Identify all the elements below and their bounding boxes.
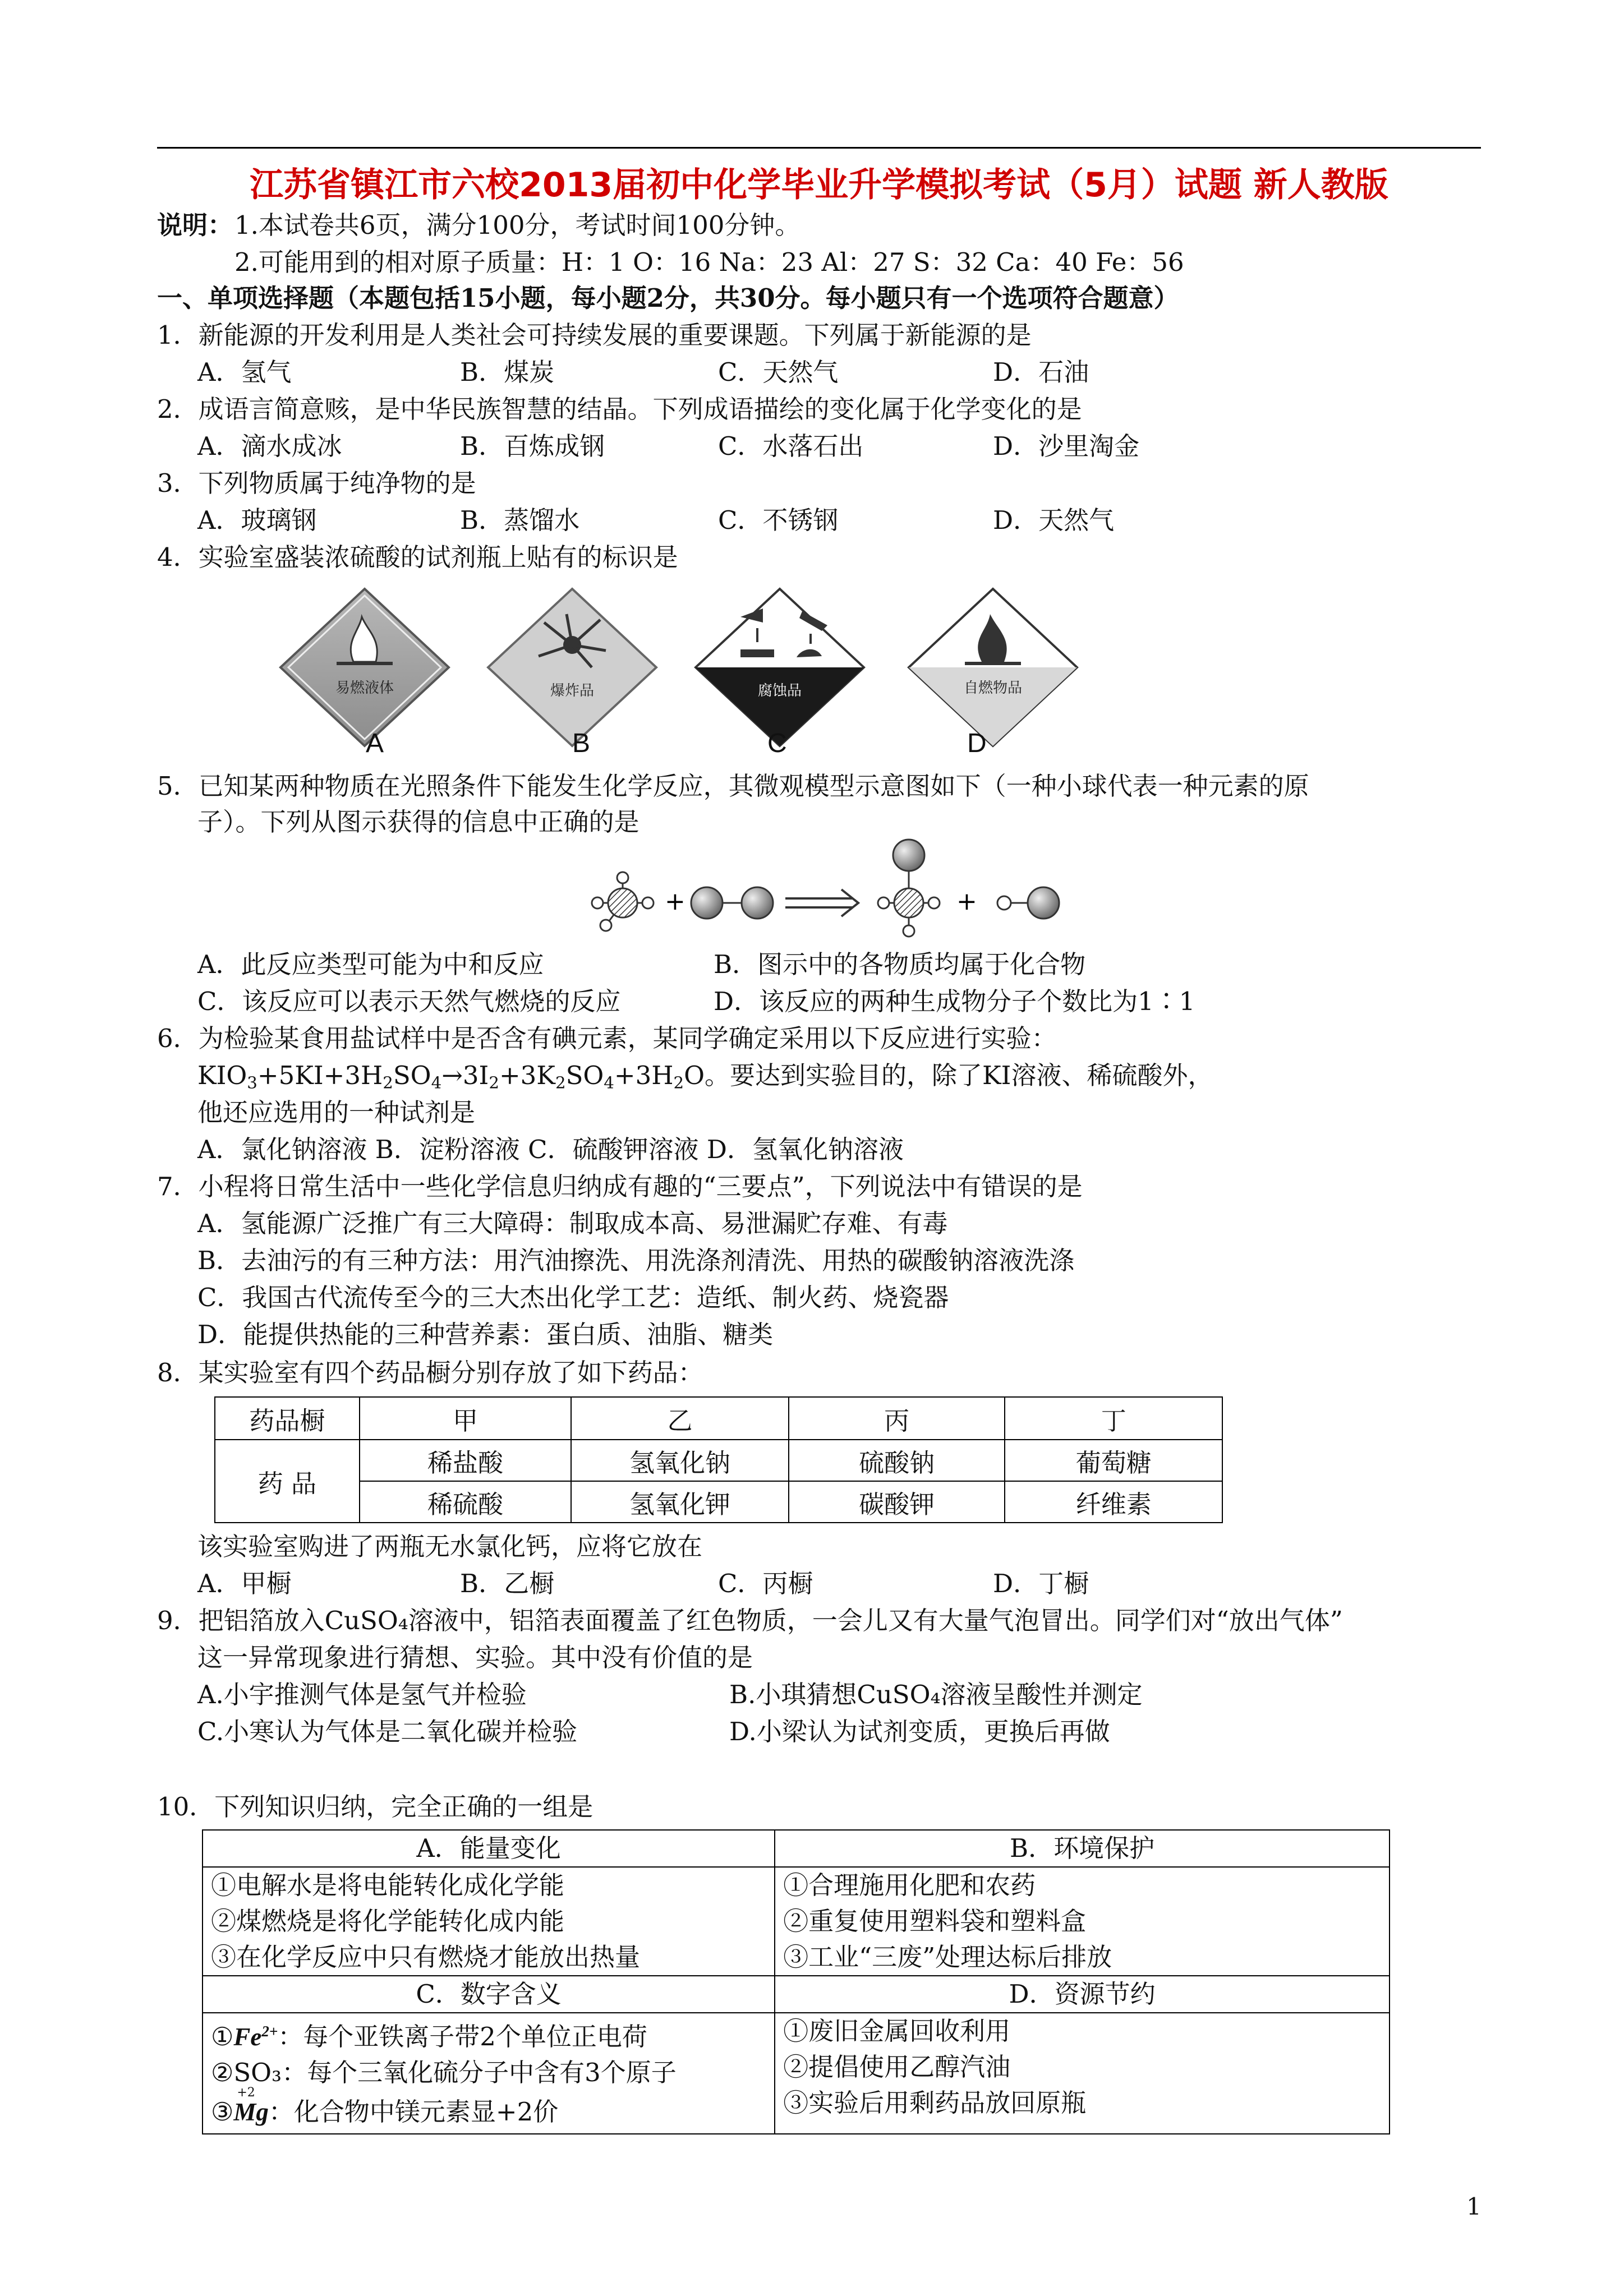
q10-knowledge-table (202, 1829, 1390, 2134)
flammable-liquid-sign-icon (280, 589, 449, 746)
hydrogen-chloride-molecule-icon (997, 887, 1059, 919)
group-c-item: $①Fe^{2+}$：每个亚铁离子带2个单位正电荷 (211, 2022, 647, 2051)
svg-text:爆炸品: 爆炸品 (550, 683, 595, 699)
sign-label-c: C (767, 729, 787, 758)
q8-after-text: 该实验室购进了两瓶无水氯化钙，应将它放在 (197, 1532, 703, 1561)
svg-text:腐蚀品: 腐蚀品 (757, 683, 802, 699)
q9-option-d: D.小梁认为试剂变质，更换后再做 (729, 1717, 1110, 1746)
header-rule (157, 147, 1481, 149)
q5-option-b: B．图示中的各物质均属于化合物 (714, 949, 1086, 979)
group-a-item: ①电解水是将电能转化成化学能 (211, 1870, 565, 1900)
q2-option-d: D．沙里淘金 (993, 431, 1140, 461)
group-c-items (203, 2013, 775, 2134)
q3-option-a: A．玻璃钢 (197, 505, 317, 535)
chloromethane-molecule-icon (878, 840, 940, 937)
q1-stem: 1．新能源的开发利用是人类社会可持续发展的重要课题。下列属于新能源的是 (157, 320, 1032, 350)
group-d-items (775, 2013, 1390, 2134)
group-d-item: ②提倡使用乙醇汽油 (783, 2052, 1011, 2082)
q3-option-d: D．天然气 (993, 505, 1115, 535)
table-cell: 碳酸钾 (789, 1481, 1005, 1523)
chlorine-molecule-icon (691, 887, 773, 919)
q5-option-a: A．此反应类型可能为中和反应 (197, 949, 544, 979)
notes-label: 说明： (157, 210, 233, 240)
group-c-item-3-text: ：化合物中镁元素显+2价 (268, 2097, 559, 2127)
q9-option-c: C.小寒认为气体是二氧化碳并检验 (197, 1717, 578, 1746)
q7-stem: 7．小程将日常生活中一些化学信息归纳成有趣的“三要点”，下列说法中有错误的是 (157, 1172, 1083, 1201)
q7-option-d: D．能提供热能的三种营养素：蛋白质、油脂、糖类 (197, 1320, 774, 1349)
q9-option-b: B.小琪猜想CuSO₄溶液呈酸性并测定 (729, 1680, 1143, 1709)
corrosive-sign-icon (696, 589, 864, 746)
q2-stem: 2．成语言简意赅，是中华民族智慧的结晶。下列成语描绘的变化属于化学变化的是 (157, 394, 1082, 424)
q1-option-c: C．天然气 (718, 357, 839, 387)
q10-stem: 10．下列知识归纳，完全正确的一组是 (157, 1792, 594, 1822)
group-b-item: ③工业“三废”处理达标后排放 (783, 1942, 1112, 1972)
q8-option-a: A．甲橱 (197, 1569, 292, 1598)
group-c-item: ③ +2 Mg：化合物中镁元素显+2价 (211, 2086, 559, 2127)
page-number: 1 (1466, 2193, 1482, 2220)
sign-label-b: B (572, 729, 591, 758)
group-d-item: ③实验后用剩药品放回原瓶 (783, 2088, 1087, 2118)
group-a-title: A．能量变化 (203, 1830, 775, 1867)
q1-option-b: B．煤炭 (460, 357, 555, 387)
q5-option-c: C．该反应可以表示天然气燃烧的反应 (197, 986, 621, 1016)
group-a-item: ③在化学反应中只有燃烧才能放出热量 (211, 1942, 641, 1972)
q8-cabinet-table (214, 1396, 1223, 1523)
q1-option-a: A．氢气 (197, 357, 292, 387)
table-header: 乙 (571, 1397, 789, 1440)
q5-stem-line1: 5．已知某两种物质在光照条件下能发生化学反应，其微观模型示意图如下（一种小球代表一种元素的原 (157, 771, 1309, 801)
reaction-arrow-icon (785, 889, 858, 916)
q6-options: A．氯化钠溶液 B．淀粉溶液 C．硫酸钾溶液 D．氢氧化钠溶液 (197, 1135, 904, 1164)
table-cell: 稀硫酸 (360, 1481, 572, 1523)
q6-equation-tail: 。要达到实验目的，除了KI溶液、稀硫酸外， (705, 1061, 1213, 1090)
q3-option-b: B．蒸馏水 (460, 505, 580, 535)
explosive-sign-icon (488, 589, 656, 746)
group-a-items (203, 1867, 775, 1976)
table-cell: 葡萄糖 (1005, 1440, 1222, 1481)
molecular-model-diagram (572, 836, 1111, 959)
q7-option-c: C．我国古代流传至今的三大杰出化学工艺：造纸、制火药、烧瓷器 (197, 1283, 949, 1312)
q9-stem-line1: 9．把铝箔放入CuSO₄溶液中，铝箔表面覆盖了红色物质，一会儿又有大量气泡冒出。同学们对“放出气体” (157, 1606, 1343, 1635)
q2-option-c: C．水落石出 (718, 431, 864, 461)
group-c-item: ②SO₃：每个三氧化硫分子中含有3个原子 (211, 2058, 677, 2087)
table-header: 药品橱 (215, 1397, 360, 1440)
hazard-signs-figure (269, 583, 1099, 751)
q1-option-d: D．石油 (993, 357, 1089, 387)
q5-stem-line2: 子）。下列从图示获得的信息中正确的是 (197, 807, 640, 837)
table-cell: 稀盐酸 (360, 1440, 572, 1481)
q7-option-b: B．去油污的有三种方法：用汽油擦洗、用洗涤剂清洗、用热的碳酸钠溶液洗涤 (197, 1246, 1075, 1275)
q6-stem-line3: 他还应选用的一种试剂是 (197, 1098, 476, 1127)
section-heading: 一、单项选择题（本题包括15小题，每小题2分，共30分。每小题只有一个选项符合题意） (157, 283, 1179, 313)
q6-equation-line (197, 1059, 1213, 1099)
svg-text:自燃物品: 自燃物品 (963, 680, 1023, 697)
q9-stem-line2: 这一异常现象进行猜想、实验。其中没有价值的是 (197, 1643, 753, 1672)
q8-stem: 8．某实验室有四个药品橱分别存放了如下药品： (157, 1358, 703, 1387)
sign-label-d: D (967, 729, 987, 758)
group-b-items (775, 1867, 1390, 1976)
spontaneous-combustion-sign-icon (909, 589, 1077, 746)
row-label: 药 品 (215, 1440, 360, 1523)
note-2: 2.可能用到的相对原子质量：H：1 O：16 Na：23 Al：27 S：32 Ca：40 Fe：56 (234, 247, 1184, 277)
table-cell: 硫酸钠 (789, 1440, 1005, 1481)
group-a-item: ②煤燃烧是将化学能转化成内能 (211, 1906, 565, 1936)
plus-sign: + (956, 887, 977, 916)
group-c-title: C．数字含义 (203, 1976, 775, 2013)
q6-stem: 6．为检验某食用盐试样中是否含有碘元素，某同学确定采用以下反应进行实验： (157, 1023, 1057, 1053)
sign-label-a: A (366, 729, 384, 758)
page-title: 江苏省镇江市六校2013届初中化学毕业升学模拟考试（5月）试题 新人教版 (250, 165, 1388, 205)
svg-text:易燃液体: 易燃液体 (335, 680, 394, 697)
q5-option-d: D．该反应的两种生成物分子个数比为1∶1 (714, 986, 1195, 1016)
group-d-title: D．资源节约 (775, 1976, 1390, 2013)
group-d-item: ①废旧金属回收利用 (783, 2016, 1011, 2046)
table-cell: 氢氧化钾 (571, 1481, 789, 1523)
note-1: 1.本试卷共6页，满分100分，考试时间100分钟。 (234, 210, 801, 240)
plus-sign: + (665, 887, 686, 916)
q4-stem: 4．实验室盛装浓硫酸的试剂瓶上贴有的标识是 (157, 542, 678, 572)
q3-option-c: C．不锈钢 (718, 505, 839, 535)
group-b-item: ①合理施用化肥和农药 (783, 1870, 1036, 1900)
q2-option-b: B．百炼成钢 (460, 431, 605, 461)
q7-option-a: A．氢能源广泛推广有三大障碍：制取成本高、易泄漏贮存难、有毒 (197, 1209, 948, 1238)
table-cell: 纤维素 (1005, 1481, 1222, 1523)
q9-option-a: A.小宇推测气体是氢气并检验 (197, 1680, 527, 1709)
q8-option-d: D．丁橱 (993, 1569, 1089, 1598)
q3-stem: 3．下列物质属于纯净物的是 (157, 468, 476, 498)
table-header: 丙 (789, 1397, 1005, 1440)
q8-option-c: C．丙橱 (718, 1569, 813, 1598)
group-b-title: B．环境保护 (775, 1830, 1390, 1867)
methane-molecule-icon (592, 872, 654, 931)
q2-option-a: A．滴水成冰 (197, 431, 342, 461)
table-header: 丁 (1005, 1397, 1222, 1440)
table-header: 甲 (360, 1397, 572, 1440)
group-c-item-1-text: ：每个亚铁离子带2个单位正电荷 (278, 2022, 647, 2051)
group-b-item: ②重复使用塑料袋和塑料盒 (783, 1906, 1087, 1936)
q8-option-b: B．乙橱 (460, 1569, 555, 1598)
table-cell: 氢氧化钠 (571, 1440, 789, 1481)
q6-equation: $KIO_3+5KI+3H_2SO_4\to 3I_2+3K_2SO_4+3H_2O$ (197, 1061, 705, 1092)
